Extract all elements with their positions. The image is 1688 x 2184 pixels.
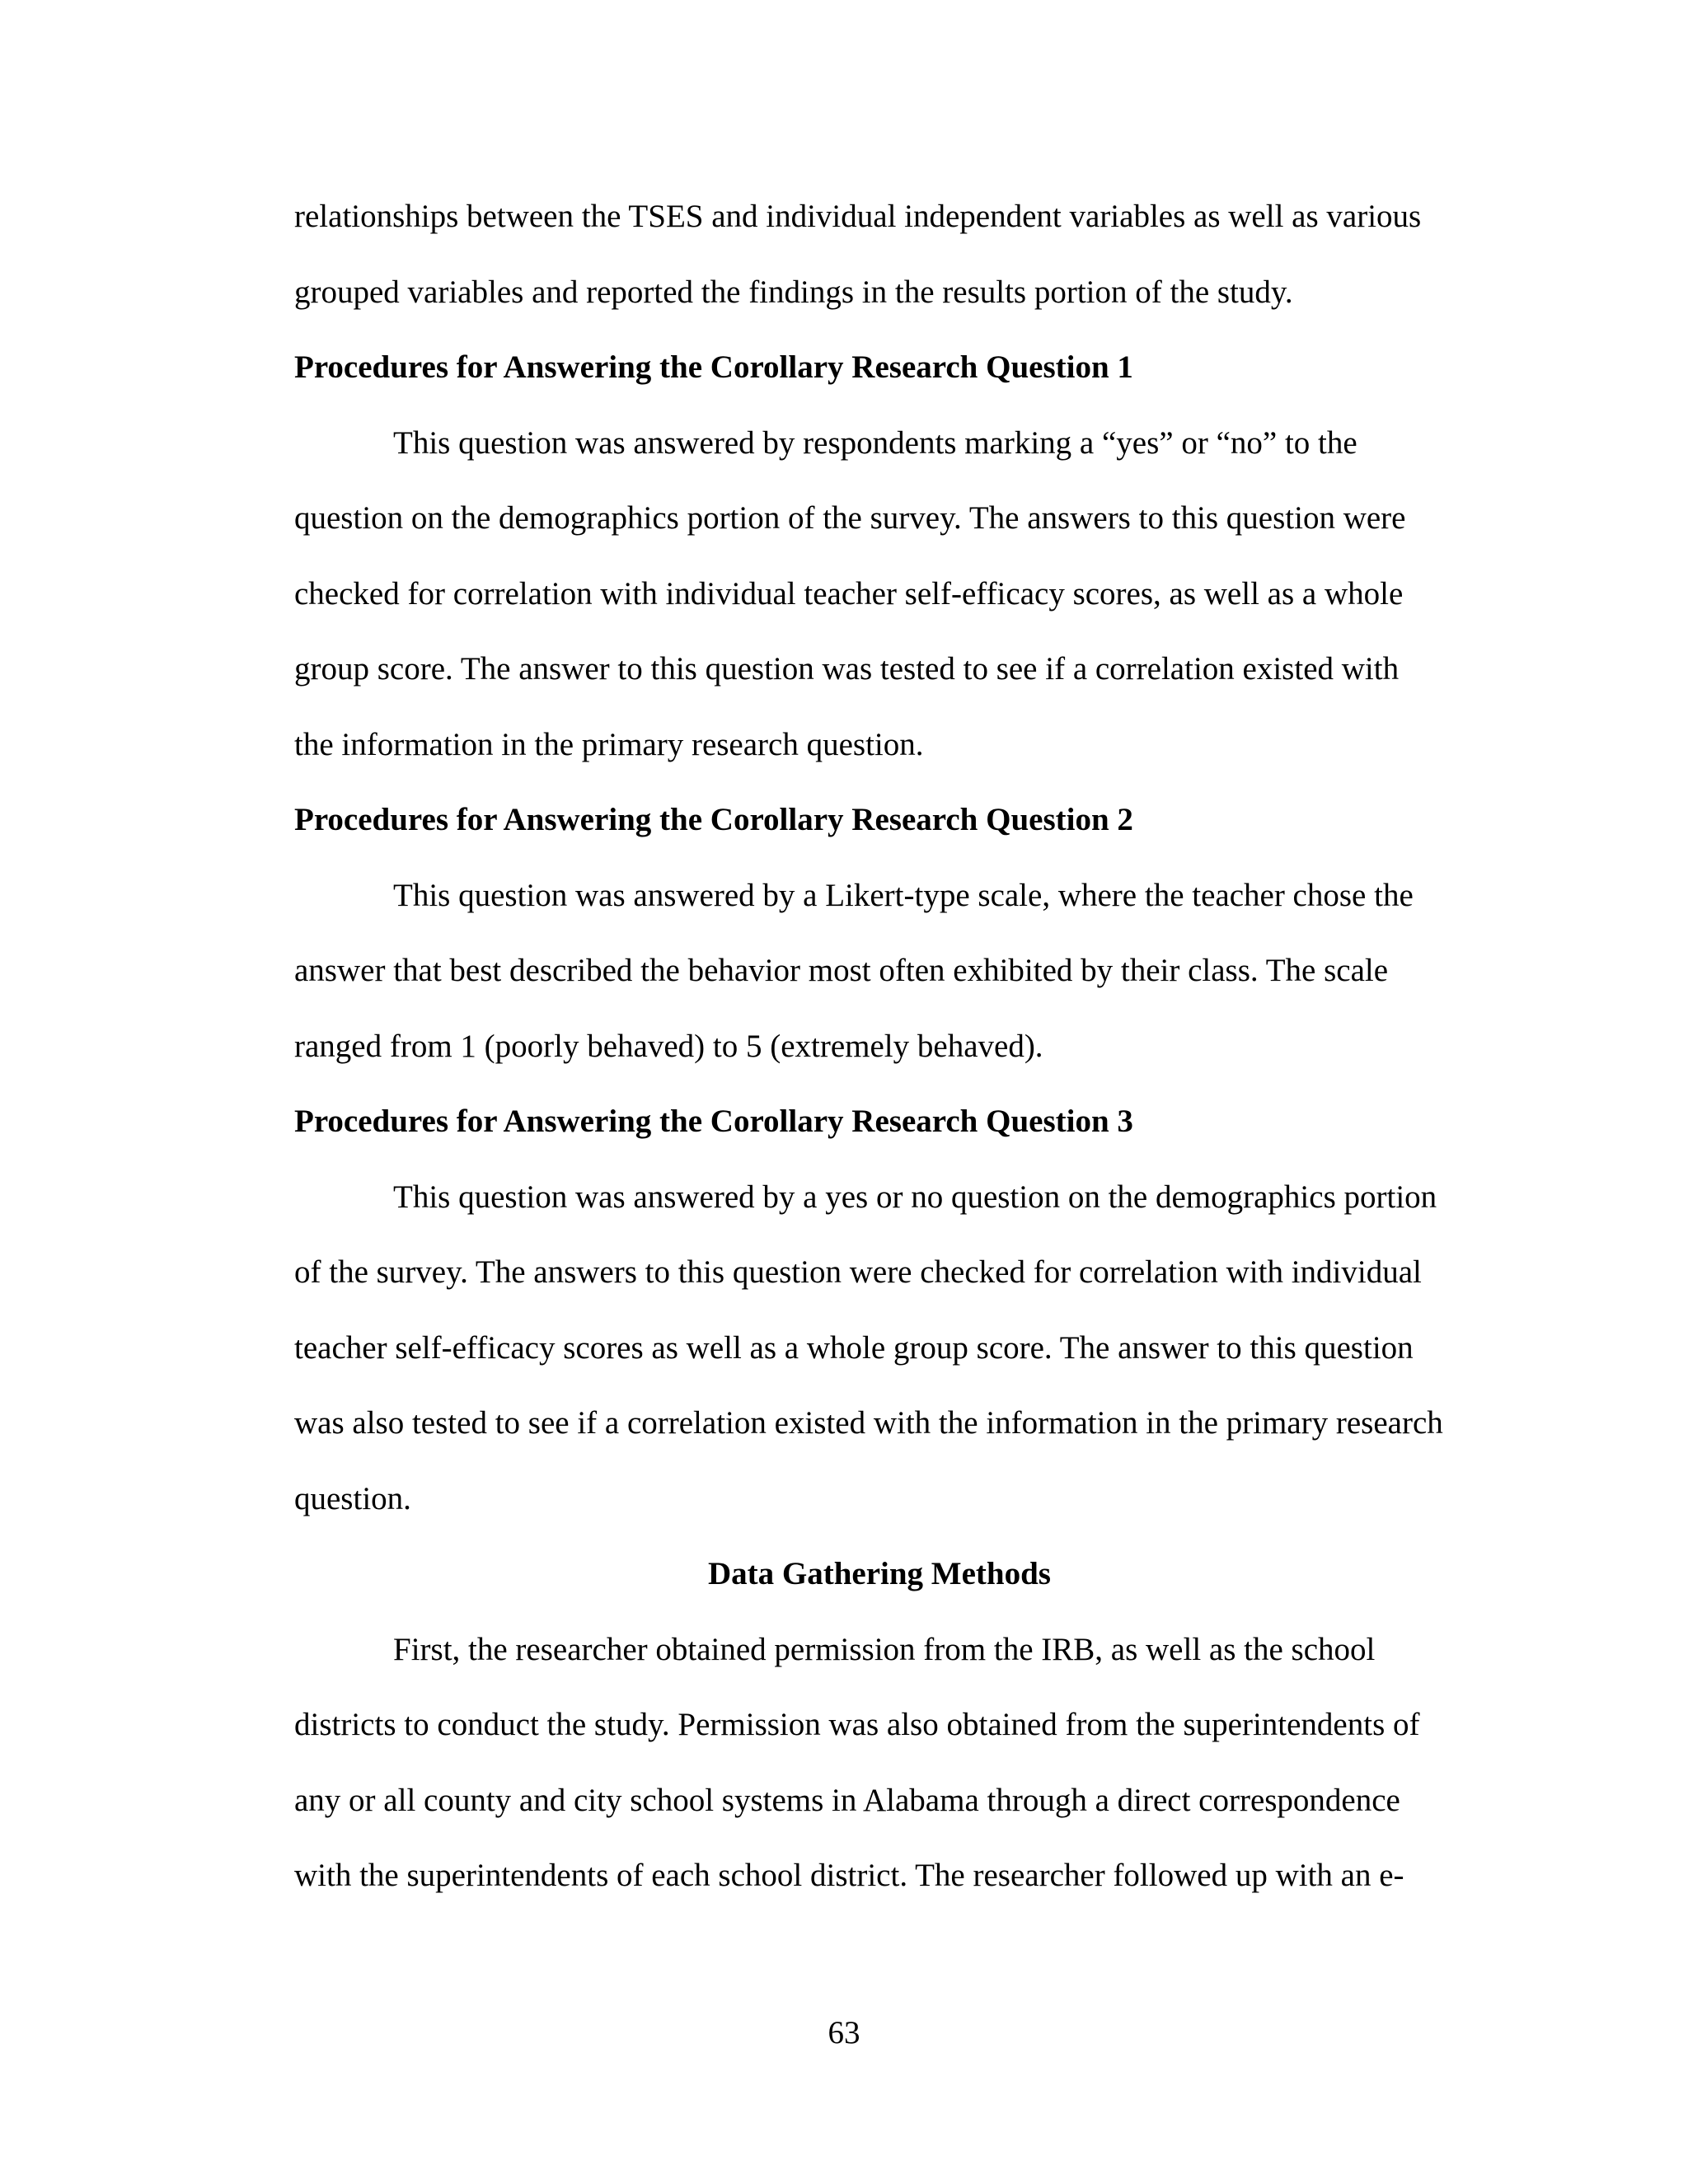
page-body bbox=[294, 190, 1465, 1924]
body-line: was also tested to see if a correlation existed with the information in the primary research bbox=[294, 1405, 1443, 1441]
subheading-corollary-question-2: Procedures for Answering the Corollary Research Question 2 bbox=[294, 802, 1133, 837]
body-line: relationships between the TSES and individual independent variables as well as various bbox=[294, 199, 1422, 234]
body-line: of the survey. The answers to this question were checked for correlation with individual bbox=[294, 1254, 1422, 1290]
body-line: checked for correlation with individual teacher self-efficacy scores, as well as a whole bbox=[294, 575, 1404, 612]
body-line: the information in the primary research question. bbox=[294, 726, 924, 762]
body-line: grouped variables and reported the findings in the results portion of the study. bbox=[294, 274, 1293, 310]
paragraph-first-line: This question was answered by a Likert-type scale, where the teacher chose the bbox=[393, 877, 1414, 913]
body-line: question on the demographics portion of the survey. The answers to this question were bbox=[294, 500, 1406, 536]
subheading-corollary-question-3: Procedures for Answering the Corollary Research Question 3 bbox=[294, 1104, 1133, 1139]
paragraph-first-line: This question was answered by respondents marking a “yes” or “no” to the bbox=[393, 424, 1357, 461]
body-line: teacher self-efficacy scores as well as a whole group score. The answer to this question bbox=[294, 1329, 1414, 1366]
subheading-corollary-question-1: Procedures for Answering the Corollary Research Question 1 bbox=[294, 349, 1133, 385]
body-line: ranged from 1 (poorly behaved) to 5 (extremely behaved). bbox=[294, 1028, 1043, 1064]
body-line: answer that best described the behavior most often exhibited by their class. The scale bbox=[294, 953, 1389, 988]
paragraph-first-line: This question was answered by a yes or no question on the demographics portion bbox=[393, 1179, 1437, 1215]
page-number: 63 bbox=[828, 2015, 860, 2050]
body-line: question. bbox=[294, 1480, 411, 1516]
body-line: with the superintendents of each school district. The researcher followed up with an e- bbox=[294, 1858, 1404, 1893]
paragraph-first-line: First, the researcher obtained permission from the IRB, as well as the school bbox=[393, 1631, 1376, 1667]
section-heading-data-gathering: Data Gathering Methods bbox=[708, 1556, 1051, 1591]
body-line: group score. The answer to this question was tested to see if a correlation existed with bbox=[294, 651, 1400, 687]
body-line: any or all county and city school systems in Alabama through a direct correspondence bbox=[294, 1782, 1400, 1818]
body-line: districts to conduct the study. Permission was also obtained from the superintendents of bbox=[294, 1707, 1420, 1742]
